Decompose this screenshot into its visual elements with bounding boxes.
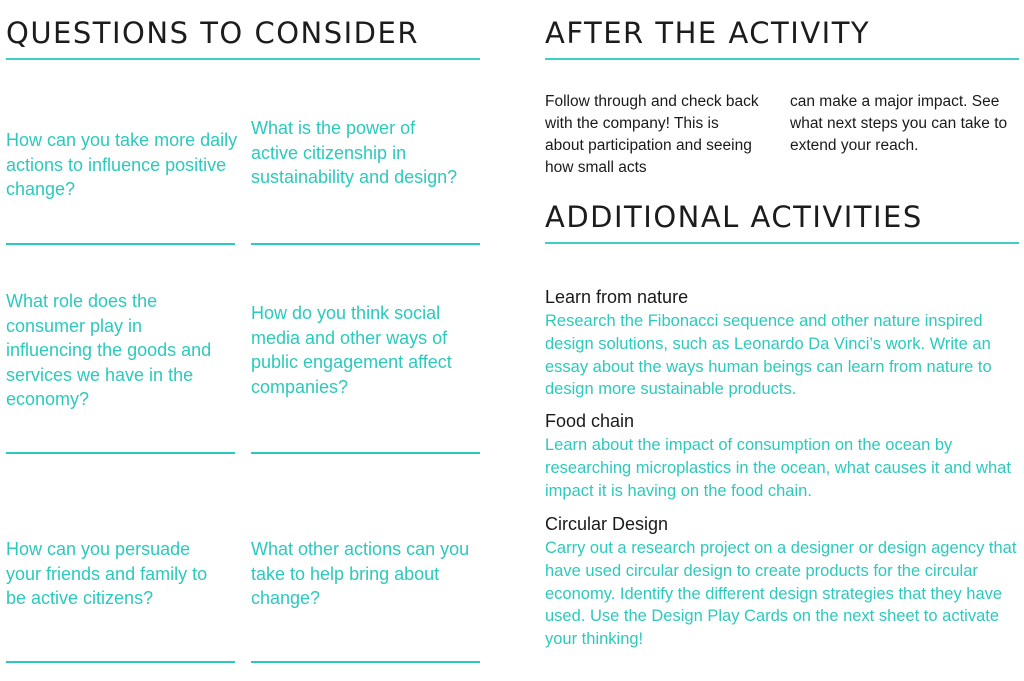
after-activity-text-col2: can make a major impact. See what next steps you can take to extend your reach. [790, 93, 1008, 154]
question-4: How do you think social media and other ways of public engagement affect companies? [251, 303, 452, 397]
activity-title-circular-design: Circular Design [545, 514, 669, 534]
question-2: What is the power of active citizenship in sustainability and design? [251, 118, 458, 187]
activity-body-food-chain: Learn about the impact of consumption on the ocean by researching microplastics in the ocean, what causes it and what impact it is having on the food chain. [545, 436, 1011, 500]
after-activity-heading: AFTER THE ACTIVITY [545, 16, 871, 50]
question-3: What role does the consumer play in influencing the goods and services we have in the economy? [6, 291, 212, 409]
answer-line-1 [6, 243, 235, 245]
activity-title-food-chain: Food chain [545, 411, 635, 431]
after-activity-text-col1: Follow through and check back with the company! This is about participation and seeing how small acts [545, 93, 759, 176]
activity-body-circular-design: Carry out a research project on a designer or design agency that have used circular design to create products for the circular economy. Identify the different design strategies that they have used. Use the Design Play Cards on the next sheet to activate your thinking! [545, 539, 1017, 649]
answer-line-5 [6, 661, 235, 663]
questions-heading: QUESTIONS TO CONSIDER [6, 16, 419, 50]
question-1: How can you take more daily actions to influence positive change? [6, 130, 238, 199]
additional-activities-heading: ADDITIONAL ACTIVITIES [545, 200, 923, 234]
answer-line-3 [6, 452, 235, 454]
activity-body-learn-from-nature: Research the Fibonacci sequence and other nature inspired design solutions, such as Leonardo Da Vinci’s work. Write an essay about the ways human beings can learn from nature to design more sustainable products. [545, 312, 992, 399]
answer-line-4 [251, 452, 480, 454]
questions-heading-rule [6, 58, 480, 60]
activity-title-learn-from-nature: Learn from nature [545, 287, 689, 307]
additional-activities-rule [545, 242, 1019, 244]
question-5: How can you persuade your friends and family to be active citizens? [6, 539, 208, 608]
question-6: What other actions can you take to help bring about change? [251, 539, 470, 608]
after-activity-rule [545, 58, 1019, 60]
answer-line-2 [251, 243, 480, 245]
answer-line-6 [251, 661, 480, 663]
